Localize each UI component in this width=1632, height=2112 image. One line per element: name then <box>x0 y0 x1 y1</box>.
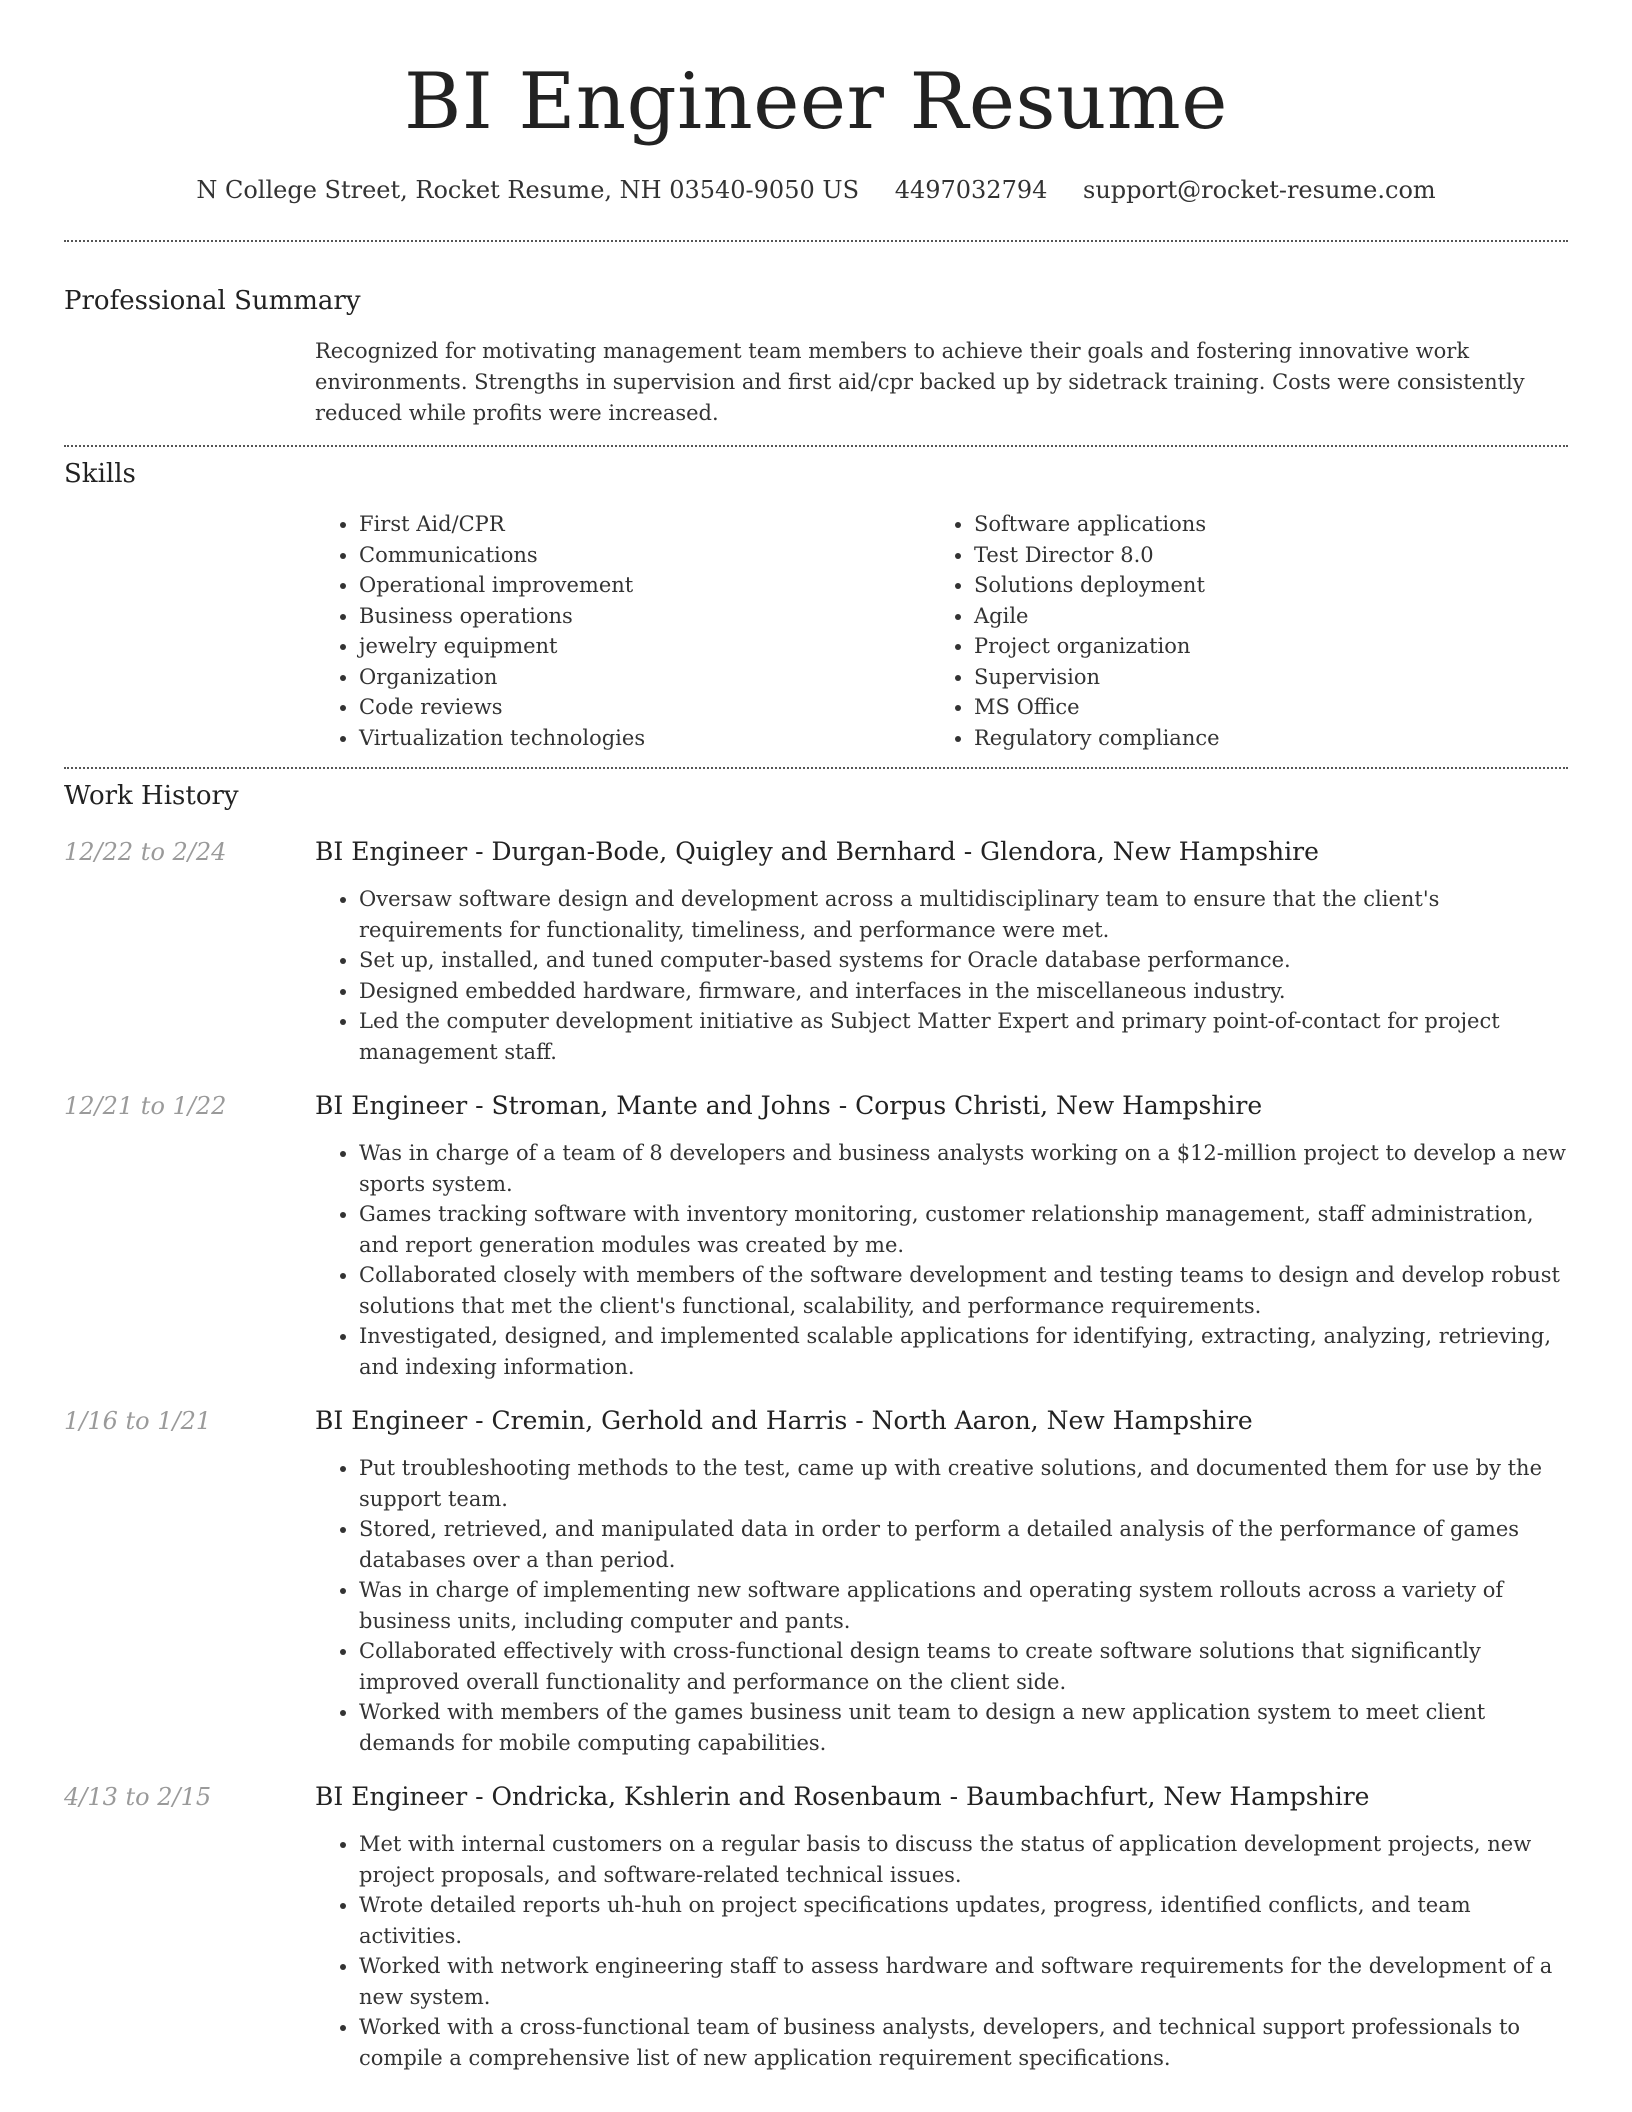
job-dates: 12/21 to 1/22 <box>64 1092 227 1120</box>
job-bullet: • Put troubleshooting methods to the test, came up with creative solutions, and documented them for use by the support team. <box>359 1453 1568 1514</box>
skill-item: • Software applications <box>974 509 1220 540</box>
skills-heading: Skills <box>64 459 136 489</box>
job-title: BI Engineer - Cremin, Gerhold and Harris - North Aaron, New Hampshire <box>315 1406 1253 1435</box>
skill-item: • Test Director 8.0 <box>974 540 1220 571</box>
skills-list-right <box>930 509 1220 753</box>
job-title: BI Engineer - Durgan-Bode, Quigley and Bernhard - Glendora, New Hampshire <box>315 837 1319 866</box>
job-entry <box>64 1091 1568 1382</box>
job-bullet: • Stored, retrieved, and manipulated data in order to perform a detailed analysis of the performance of games databases over a than period. <box>359 1514 1568 1575</box>
skill-item: • Project organization <box>974 631 1220 662</box>
job-dates: 4/13 to 2/15 <box>64 1783 212 1811</box>
job-bullet: • Met with internal customers on a regular basis to discuss the status of application development projects, new project proposals, and software-related technical issues. <box>359 1829 1568 1890</box>
job-bullet: • Worked with network engineering staff to assess hardware and software requirements for the development of a new system. <box>359 1951 1568 2012</box>
summary-section <box>64 284 1568 429</box>
job-bullet: • Worked with a cross-functional team of business analysts, developers, and technical support professionals to compile a comprehensive list of new application requirement specifications. <box>359 2012 1568 2073</box>
job-bullet: • Worked with members of the games business unit team to design a new application system to meet client demands for mobile computing capabilities. <box>359 1697 1568 1758</box>
work-history-heading: Work History <box>64 781 239 811</box>
skill-item: • Communications <box>359 540 930 571</box>
summary-text: Recognized for motivating management team members to achieve their goals and fostering innovative work environments. Strengths in supervision and first aid/cpr backed up by sidetrack training. Costs were consistently reduced while profits were increased. <box>315 339 1525 425</box>
job-bullet: • Was in charge of implementing new software applications and operating system rollouts across a variety of business units, including computer and pants. <box>359 1575 1568 1636</box>
job-title: BI Engineer - Ondricka, Kshlerin and Rosenbaum - Baumbachfurt, New Hampshire <box>315 1782 1370 1811</box>
job-bullet: • Collaborated closely with members of the software development and testing teams to design and develop robust solutions that met the client's functional, scalability, and performance requirements. <box>359 1260 1568 1321</box>
skill-item: • jewelry equipment <box>359 631 930 662</box>
job-bullets <box>315 1829 1568 2073</box>
skills-columns <box>315 509 1568 753</box>
contact-info <box>64 174 1568 206</box>
summary-heading: Professional Summary <box>64 286 361 316</box>
job-header <box>64 837 1568 866</box>
work-history-section <box>64 779 1568 2073</box>
skill-item: • First Aid/CPR <box>359 509 930 540</box>
skill-item: • Agile <box>974 601 1220 632</box>
contact-phone: 4497032794 <box>894 176 1048 204</box>
job-dates: 12/22 to 2/24 <box>64 838 227 866</box>
job-entry <box>64 1406 1568 1758</box>
skill-item: • Operational improvement <box>359 570 930 601</box>
job-header <box>64 1091 1568 1120</box>
job-bullet: • Oversaw software design and development across a multidisciplinary team to ensure that the client's requirements for functionality, timeliness, and performance were met. <box>359 884 1568 945</box>
job-bullet: • Led the computer development initiative as Subject Matter Expert and primary point-of-contact for project management staff. <box>359 1006 1568 1067</box>
skill-item: • Code reviews <box>359 692 930 723</box>
contact-address: N College Street, Rocket Resume, NH 03540-9050 US <box>196 176 860 204</box>
job-entry <box>64 1782 1568 2073</box>
divider <box>64 767 1568 769</box>
divider <box>64 445 1568 447</box>
skill-item: • Organization <box>359 662 930 693</box>
job-bullet: • Set up, installed, and tuned computer-based systems for Oracle database performance. <box>359 945 1568 976</box>
job-bullet: • Wrote detailed reports uh-huh on project specifications updates, progress, identified conflicts, and team activities. <box>359 1890 1568 1951</box>
resume-title: BI Engineer Resume <box>404 57 1228 147</box>
job-dates: 1/16 to 1/21 <box>64 1407 212 1435</box>
job-bullet: • Games tracking software with inventory monitoring, customer relationship management, staff administration, and report generation modules was created by me. <box>359 1199 1568 1260</box>
skills-section <box>64 457 1568 753</box>
job-entry <box>64 837 1568 1067</box>
job-bullets <box>315 1453 1568 1758</box>
job-bullet: • Was in charge of a team of 8 developers and business analysts working on a $12-million project to develop a new sports system. <box>359 1138 1568 1199</box>
skills-list-left <box>315 509 930 753</box>
job-bullet: • Designed embedded hardware, firmware, and interfaces in the miscellaneous industry. <box>359 976 1568 1007</box>
skill-item: • MS Office <box>974 692 1220 723</box>
skill-item: • Virtualization technologies <box>359 723 930 754</box>
job-header <box>64 1406 1568 1435</box>
job-bullet: • Collaborated effectively with cross-functional design teams to create software solutions that significantly improved overall functionality and performance on the client side. <box>359 1636 1568 1697</box>
job-bullet: • Investigated, designed, and implemented scalable applications for identifying, extracting, analyzing, retrieving, and indexing information. <box>359 1321 1568 1382</box>
job-title: BI Engineer - Stroman, Mante and Johns - Corpus Christi, New Hampshire <box>315 1091 1263 1120</box>
job-bullets <box>315 884 1568 1067</box>
skill-item: • Business operations <box>359 601 930 632</box>
skill-item: • Solutions deployment <box>974 570 1220 601</box>
divider <box>64 240 1568 242</box>
skill-item: • Supervision <box>974 662 1220 693</box>
skill-item: • Regulatory compliance <box>974 723 1220 754</box>
job-bullets <box>315 1138 1568 1382</box>
job-header <box>64 1782 1568 1811</box>
contact-email: support@rocket-resume.com <box>1083 176 1436 204</box>
